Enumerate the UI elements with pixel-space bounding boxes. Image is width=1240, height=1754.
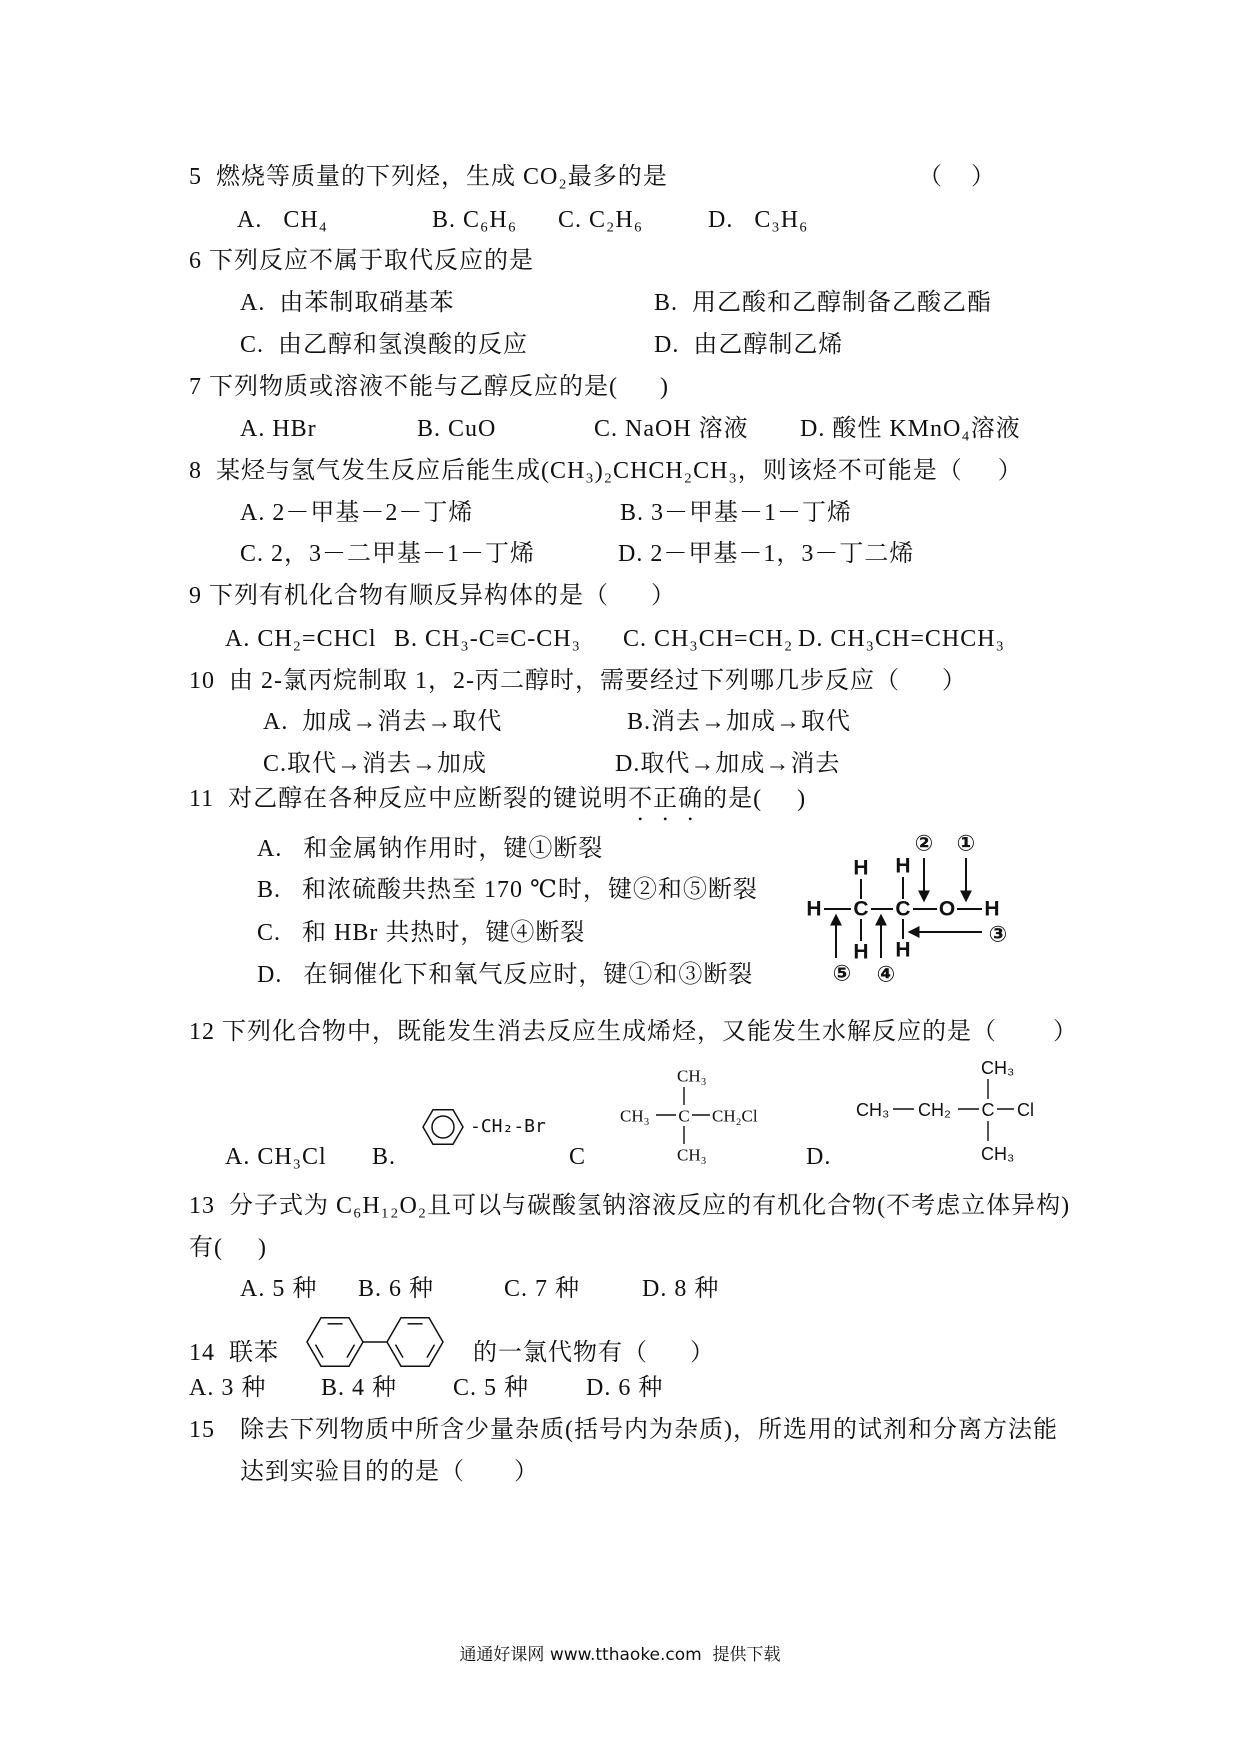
q13-option-c: C. 7 种 — [504, 1276, 581, 1302]
q13-option-b: B. 6 种 — [358, 1276, 435, 1302]
ring-1-double-bond-b — [316, 1345, 324, 1358]
bond-label-5: ⑤ — [832, 960, 852, 986]
q5-option-a: A. CH₄ — [237, 207, 329, 233]
c-struct-left-group: CH₃ — [620, 1106, 650, 1126]
q5-option-b: B. C₆H₆ — [432, 207, 518, 233]
c-struct-right-group: CH₂Cl — [712, 1106, 758, 1126]
ring-2-double-bond-a — [427, 1345, 435, 1358]
q15-stem-cont: 达到实验目的的是（ ） — [240, 1459, 539, 1485]
benzene-aromatic-circle — [432, 1116, 454, 1138]
q10-option-c: C.取代→消去→加成 — [263, 751, 488, 777]
q11-stem-emphasis: 不正确 — [628, 786, 704, 812]
q5-option-c: C. C₂H₆ — [558, 207, 644, 233]
atom-o: O — [938, 897, 956, 921]
q9-option-c: C. CH₃CH=CH₂ — [623, 626, 794, 652]
ring-1-double-bond-a — [347, 1345, 355, 1358]
ring-2-double-bond-b — [396, 1345, 404, 1358]
q11-option-a: A. 和金属钠作用时，键①断裂 — [257, 836, 604, 862]
bond-label-4: ④ — [876, 961, 896, 987]
q13-stem: 13 分子式为 C₆H₁₂O₂且可以与碳酸氢钠溶液反应的有机化合物(不考虑立体异构) — [189, 1193, 1071, 1219]
q8-option-a: A. 2－甲基－2－丁烯 — [240, 500, 474, 526]
q13-option-d: D. 8 种 — [642, 1276, 720, 1302]
q10-option-a: A. 加成→消去→取代 — [263, 709, 503, 735]
ethanol-bond-diagram — [800, 828, 1020, 988]
q14-option-b: B. 4 种 — [321, 1375, 398, 1401]
q10-option-b: B.消去→加成→取代 — [627, 709, 852, 735]
q8-option-b: B. 3－甲基－1－丁烯 — [620, 500, 853, 526]
q14-option-a: A. 3 种 — [189, 1375, 267, 1401]
biphenyl-ring-1 — [307, 1318, 363, 1367]
atom-h-top-2: H — [895, 854, 911, 878]
q8-option-c: C. 2，3－二甲基－1－丁烯 — [240, 541, 536, 567]
atom-c-2: C — [895, 897, 911, 921]
q10-option-d: D.取代→加成→消去 — [615, 751, 841, 777]
q5-answer-bracket: （ ） — [918, 164, 996, 190]
q14-stem-prefix: 14 联苯 — [189, 1340, 279, 1366]
q6-option-a: A. 由苯制取硝基苯 — [240, 290, 455, 316]
q15-number: 15 — [189, 1417, 215, 1443]
q8-stem: 8 某烃与氢气发生反应后能生成(CH₃)₂CHCH₂CH₃，则该烃不可能是（ ） — [189, 458, 1023, 484]
q12-option-d-label: D. — [806, 1144, 832, 1170]
benzene-hexagon — [423, 1110, 463, 1145]
q12-option-d-structure — [848, 1052, 1048, 1172]
q5-option-d: D. C₃H₆ — [708, 207, 809, 233]
bond-label-1: ① — [956, 830, 976, 856]
q9-stem: 9 下列有机化合物有顺反异构体的是（ ） — [189, 583, 676, 609]
atom-h-right: H — [984, 897, 1000, 921]
d-struct-top-group: CH₃ — [981, 1058, 1015, 1078]
d-struct-right-group: Cl — [1017, 1100, 1034, 1120]
q11-stem-suffix: 的是( ) — [703, 786, 807, 812]
bond-label-2: ② — [914, 830, 934, 856]
q14-stem-suffix: 的一氯代物有（ ） — [473, 1340, 715, 1366]
q12-option-b-label: B. — [372, 1144, 397, 1170]
atom-c-1: C — [853, 897, 869, 921]
q7-option-d: D. 酸性 KMnO₄溶液 — [800, 416, 1021, 442]
c-struct-bottom-group: CH₃ — [677, 1145, 707, 1165]
q7-stem: 7 下列物质或溶液不能与乙醇反应的是( ) — [189, 374, 669, 400]
q14-option-d: D. 6 种 — [586, 1375, 664, 1401]
q10-stem: 10 由 2-氯丙烷制取 1，2-丙二醇时，需要经过下列哪几步反应（ ） — [189, 668, 967, 694]
q12-option-c-label: C — [569, 1144, 587, 1170]
q14-option-c: C. 5 种 — [453, 1375, 530, 1401]
q11-option-c: C. 和 HBr 共热时，键④断裂 — [257, 920, 586, 946]
benzene-ring-icon — [420, 1104, 466, 1150]
q5-stem: 5 燃烧等质量的下列烃，生成 CO₂最多的是 — [189, 164, 668, 190]
bond-label-3: ③ — [988, 921, 1008, 947]
atom-h-bottom-1: H — [853, 940, 869, 964]
q6-stem: 6 下列反应不属于取代反应的是 — [189, 248, 534, 274]
q12-option-b-group: -CH₂-Br — [470, 1116, 546, 1137]
q9-option-d: D. CH₃CH=CHCH₃ — [798, 626, 1005, 652]
q12-option-c-structure — [610, 1058, 790, 1170]
q12-stem: 12 下列化合物中，既能发生消去反应生成烯烃，又能发生水解反应的是（ ） — [189, 1019, 1078, 1045]
q11-option-d: D. 在铜催化下和氧气反应时，键①和③断裂 — [257, 962, 754, 988]
q11-stem-prefix: 11 对乙醇在各种反应中应断裂的键说明 — [189, 786, 629, 812]
q11-stem — [189, 786, 806, 826]
d-struct-middle-group: CH₂ — [918, 1100, 951, 1120]
q7-option-c: C. NaOH 溶液 — [594, 416, 749, 442]
biphenyl-structure-icon — [296, 1311, 460, 1373]
page-footer: 通通好课网 www.tthaoke.com 提供下载 — [459, 1645, 781, 1665]
q9-option-a: A. CH₂=CHCl — [225, 626, 377, 652]
q6-option-d: D. 由乙醇制乙烯 — [654, 332, 844, 358]
atom-h-left: H — [806, 897, 822, 921]
q8-option-d: D. 2－甲基－1，3－丁二烯 — [618, 541, 915, 567]
q6-option-b: B. 用乙酸和乙醇制备乙酸乙酯 — [654, 290, 993, 316]
q13-option-a: A. 5 种 — [240, 1276, 318, 1302]
q11-option-b: B. 和浓硫酸共热至 170 ℃时，键②和⑤断裂 — [257, 877, 758, 903]
atom-h-bottom-2: H — [895, 938, 911, 962]
q7-option-a: A. HBr — [240, 416, 317, 442]
c-struct-center-atom: C — [678, 1106, 690, 1126]
q6-option-c: C. 由乙醇和氢溴酸的反应 — [240, 332, 529, 358]
q7-option-b: B. CuO — [417, 416, 497, 442]
q13-stem-cont: 有( ) — [189, 1235, 267, 1261]
biphenyl-ring-2 — [387, 1318, 443, 1367]
q12-option-a: A. CH₃Cl — [225, 1144, 327, 1170]
c-struct-top-group: CH₃ — [677, 1066, 707, 1086]
d-struct-bottom-group: CH₃ — [981, 1144, 1015, 1164]
d-struct-left-group: CH₃ — [856, 1100, 890, 1120]
q9-option-b: B. CH₃-C≡C-CH₃ — [394, 626, 581, 652]
atom-h-top-1: H — [853, 856, 869, 880]
q15-stem: 除去下列物质中所含少量杂质(括号内为杂质)，所选用的试剂和分离方法能 — [240, 1417, 1058, 1443]
d-struct-center-atom: C — [981, 1100, 995, 1120]
